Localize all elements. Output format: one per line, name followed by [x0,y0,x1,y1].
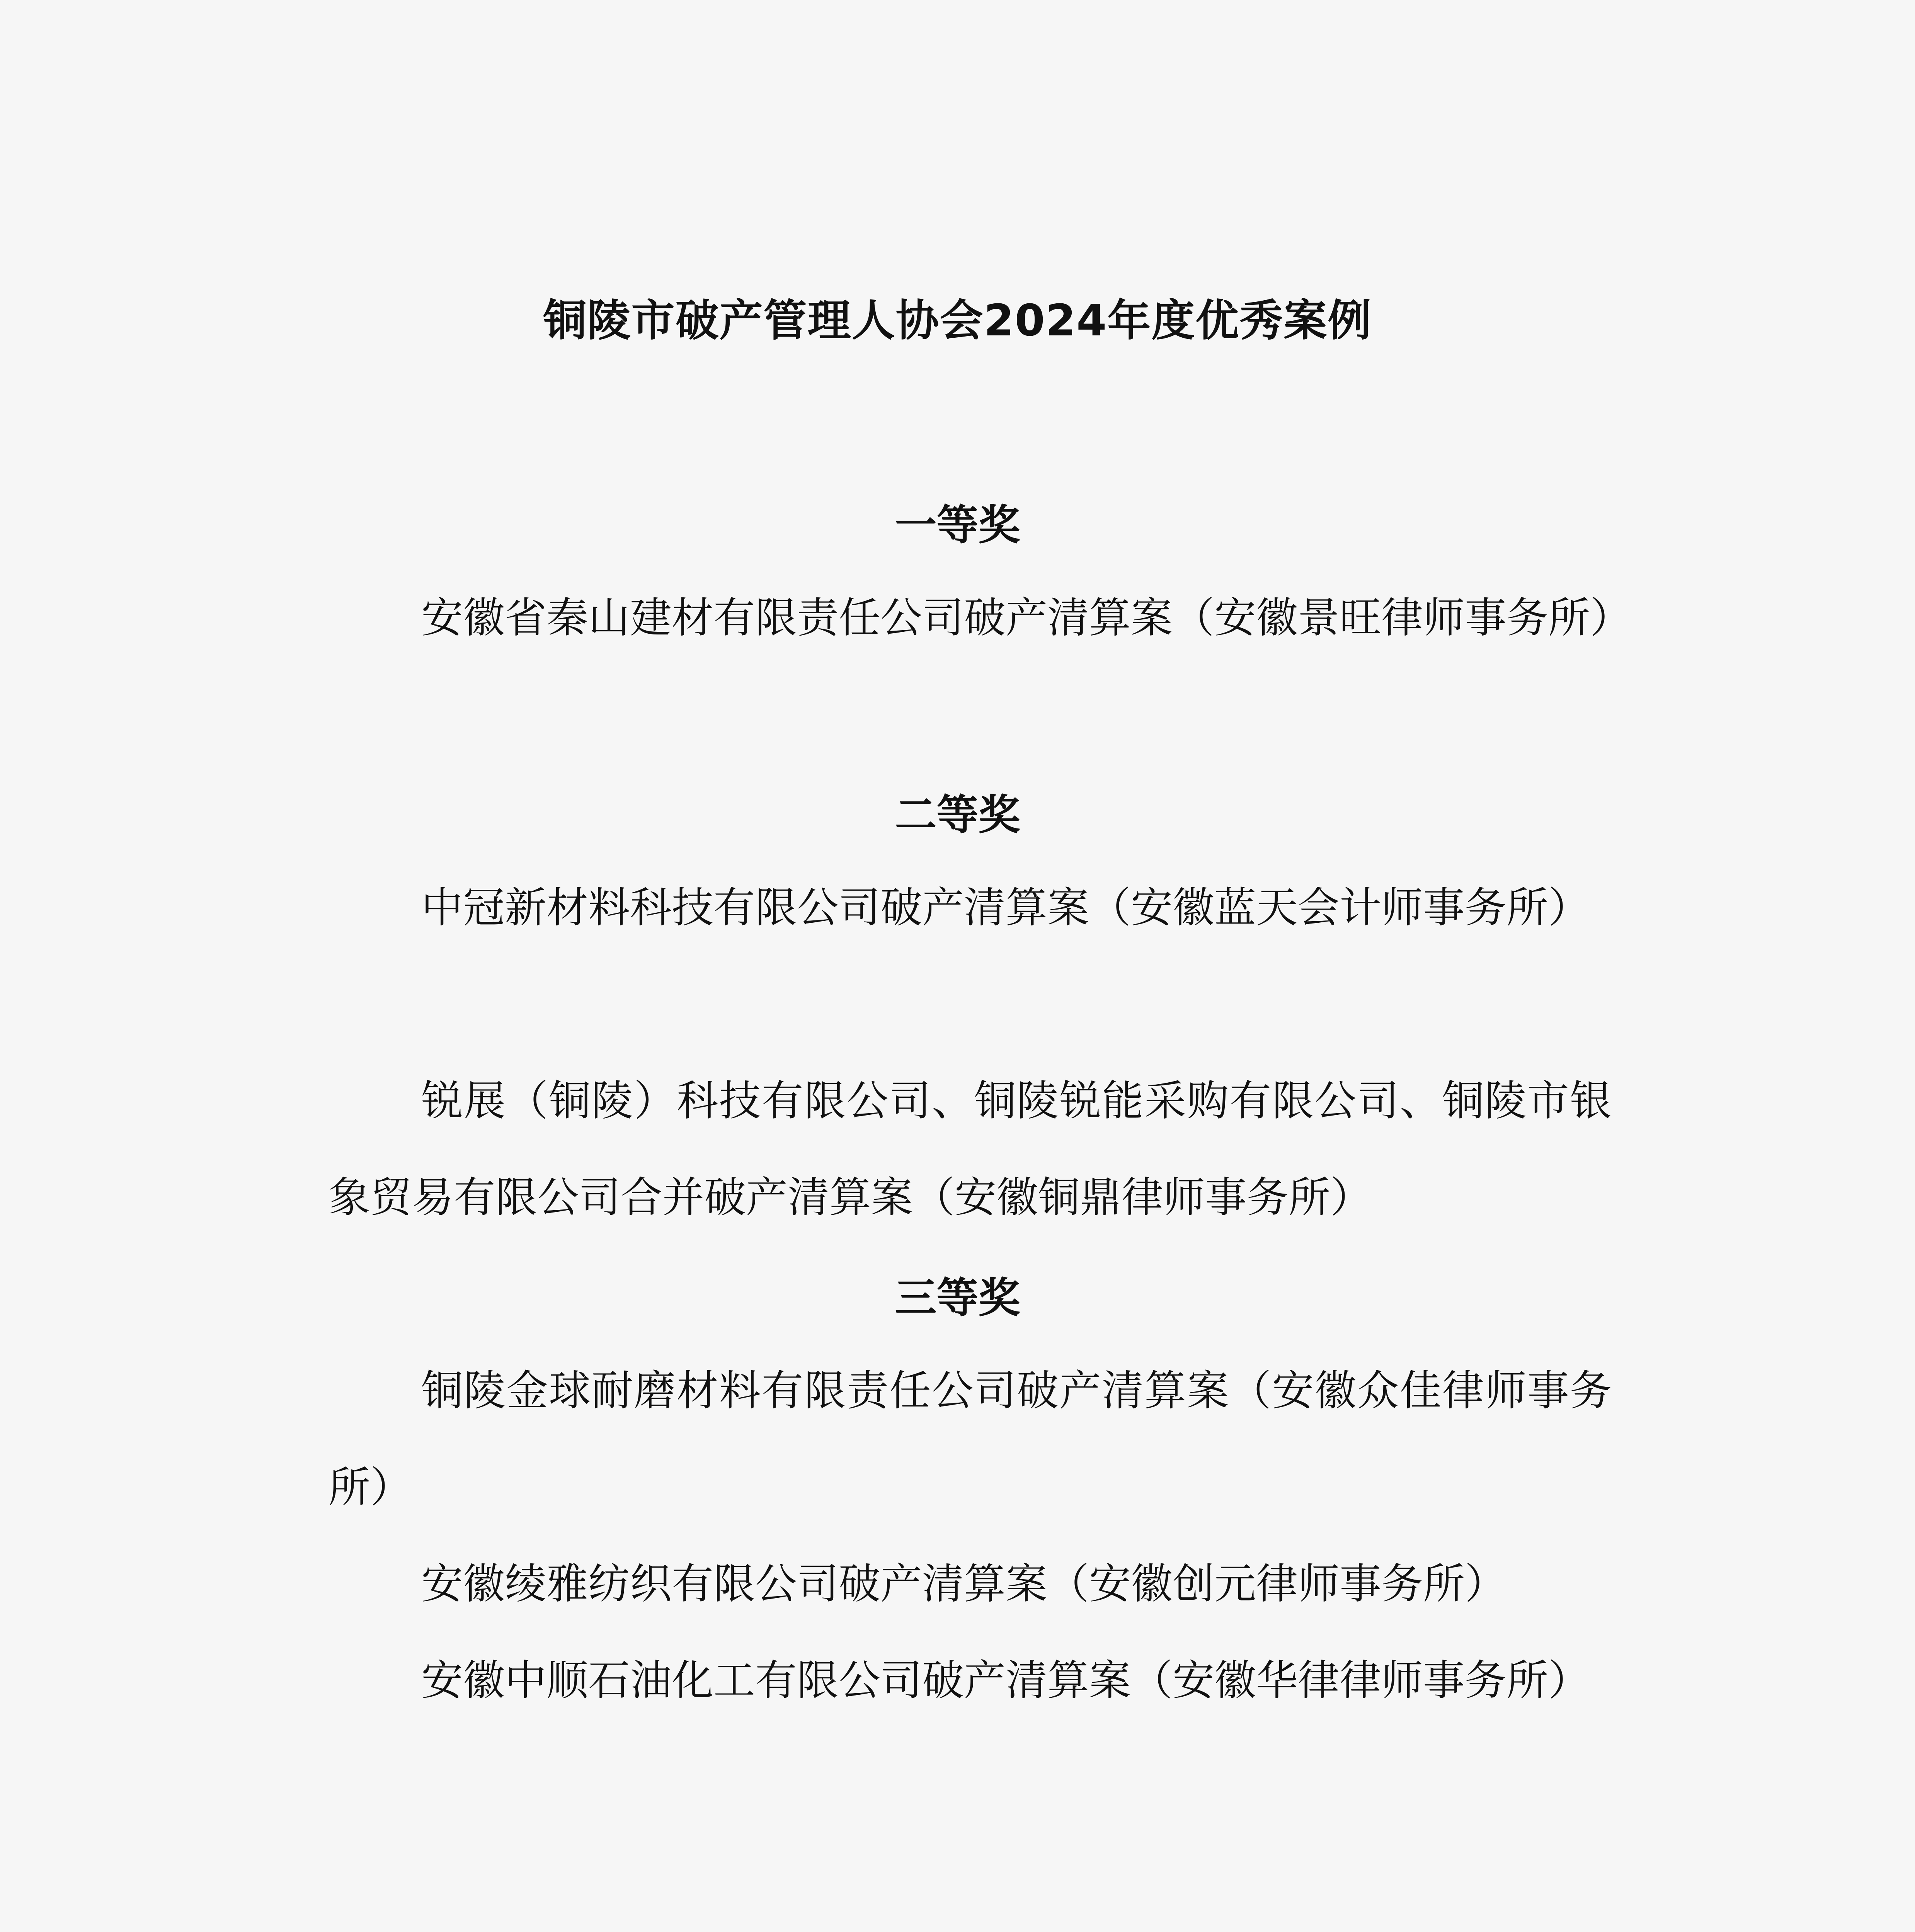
first-prize-heading: 一等奖 [895,501,1020,549]
document-title: 铜陵市破产管理人协会2024年度优秀案例 [543,296,1372,346]
first-prize-entry-1: 安徽省秦山建材有限责任公司破产清算案（安徽景旺律师事务所） [421,594,1632,642]
second-prize-heading: 二等奖 [895,791,1020,839]
second-prize-entry-1: 中冠新材料科技有限公司破产清算案（安徽蓝天会计师事务所） [421,884,1590,932]
third-prize-entry-3: 安徽中顺石油化工有限公司破产清算案（安徽华律律师事务所） [421,1656,1590,1705]
third-prize-heading: 三等奖 [895,1274,1020,1322]
third-prize-entry-2: 安徽绫雅纺织有限公司破产清算案（安徽创元律师事务所） [421,1560,1507,1608]
second-prize-entry-2: 锐展（铜陵）科技有限公司、铜陵锐能采购有限公司、铜陵市银象贸易有限公司合并破产清算案（安徽铜鼎律师事务所） [329,1077,1612,1222]
third-prize-entry-1: 铜陵金球耐磨材料有限责任公司破产清算案（安徽众佳律师事务所） [329,1367,1612,1512]
